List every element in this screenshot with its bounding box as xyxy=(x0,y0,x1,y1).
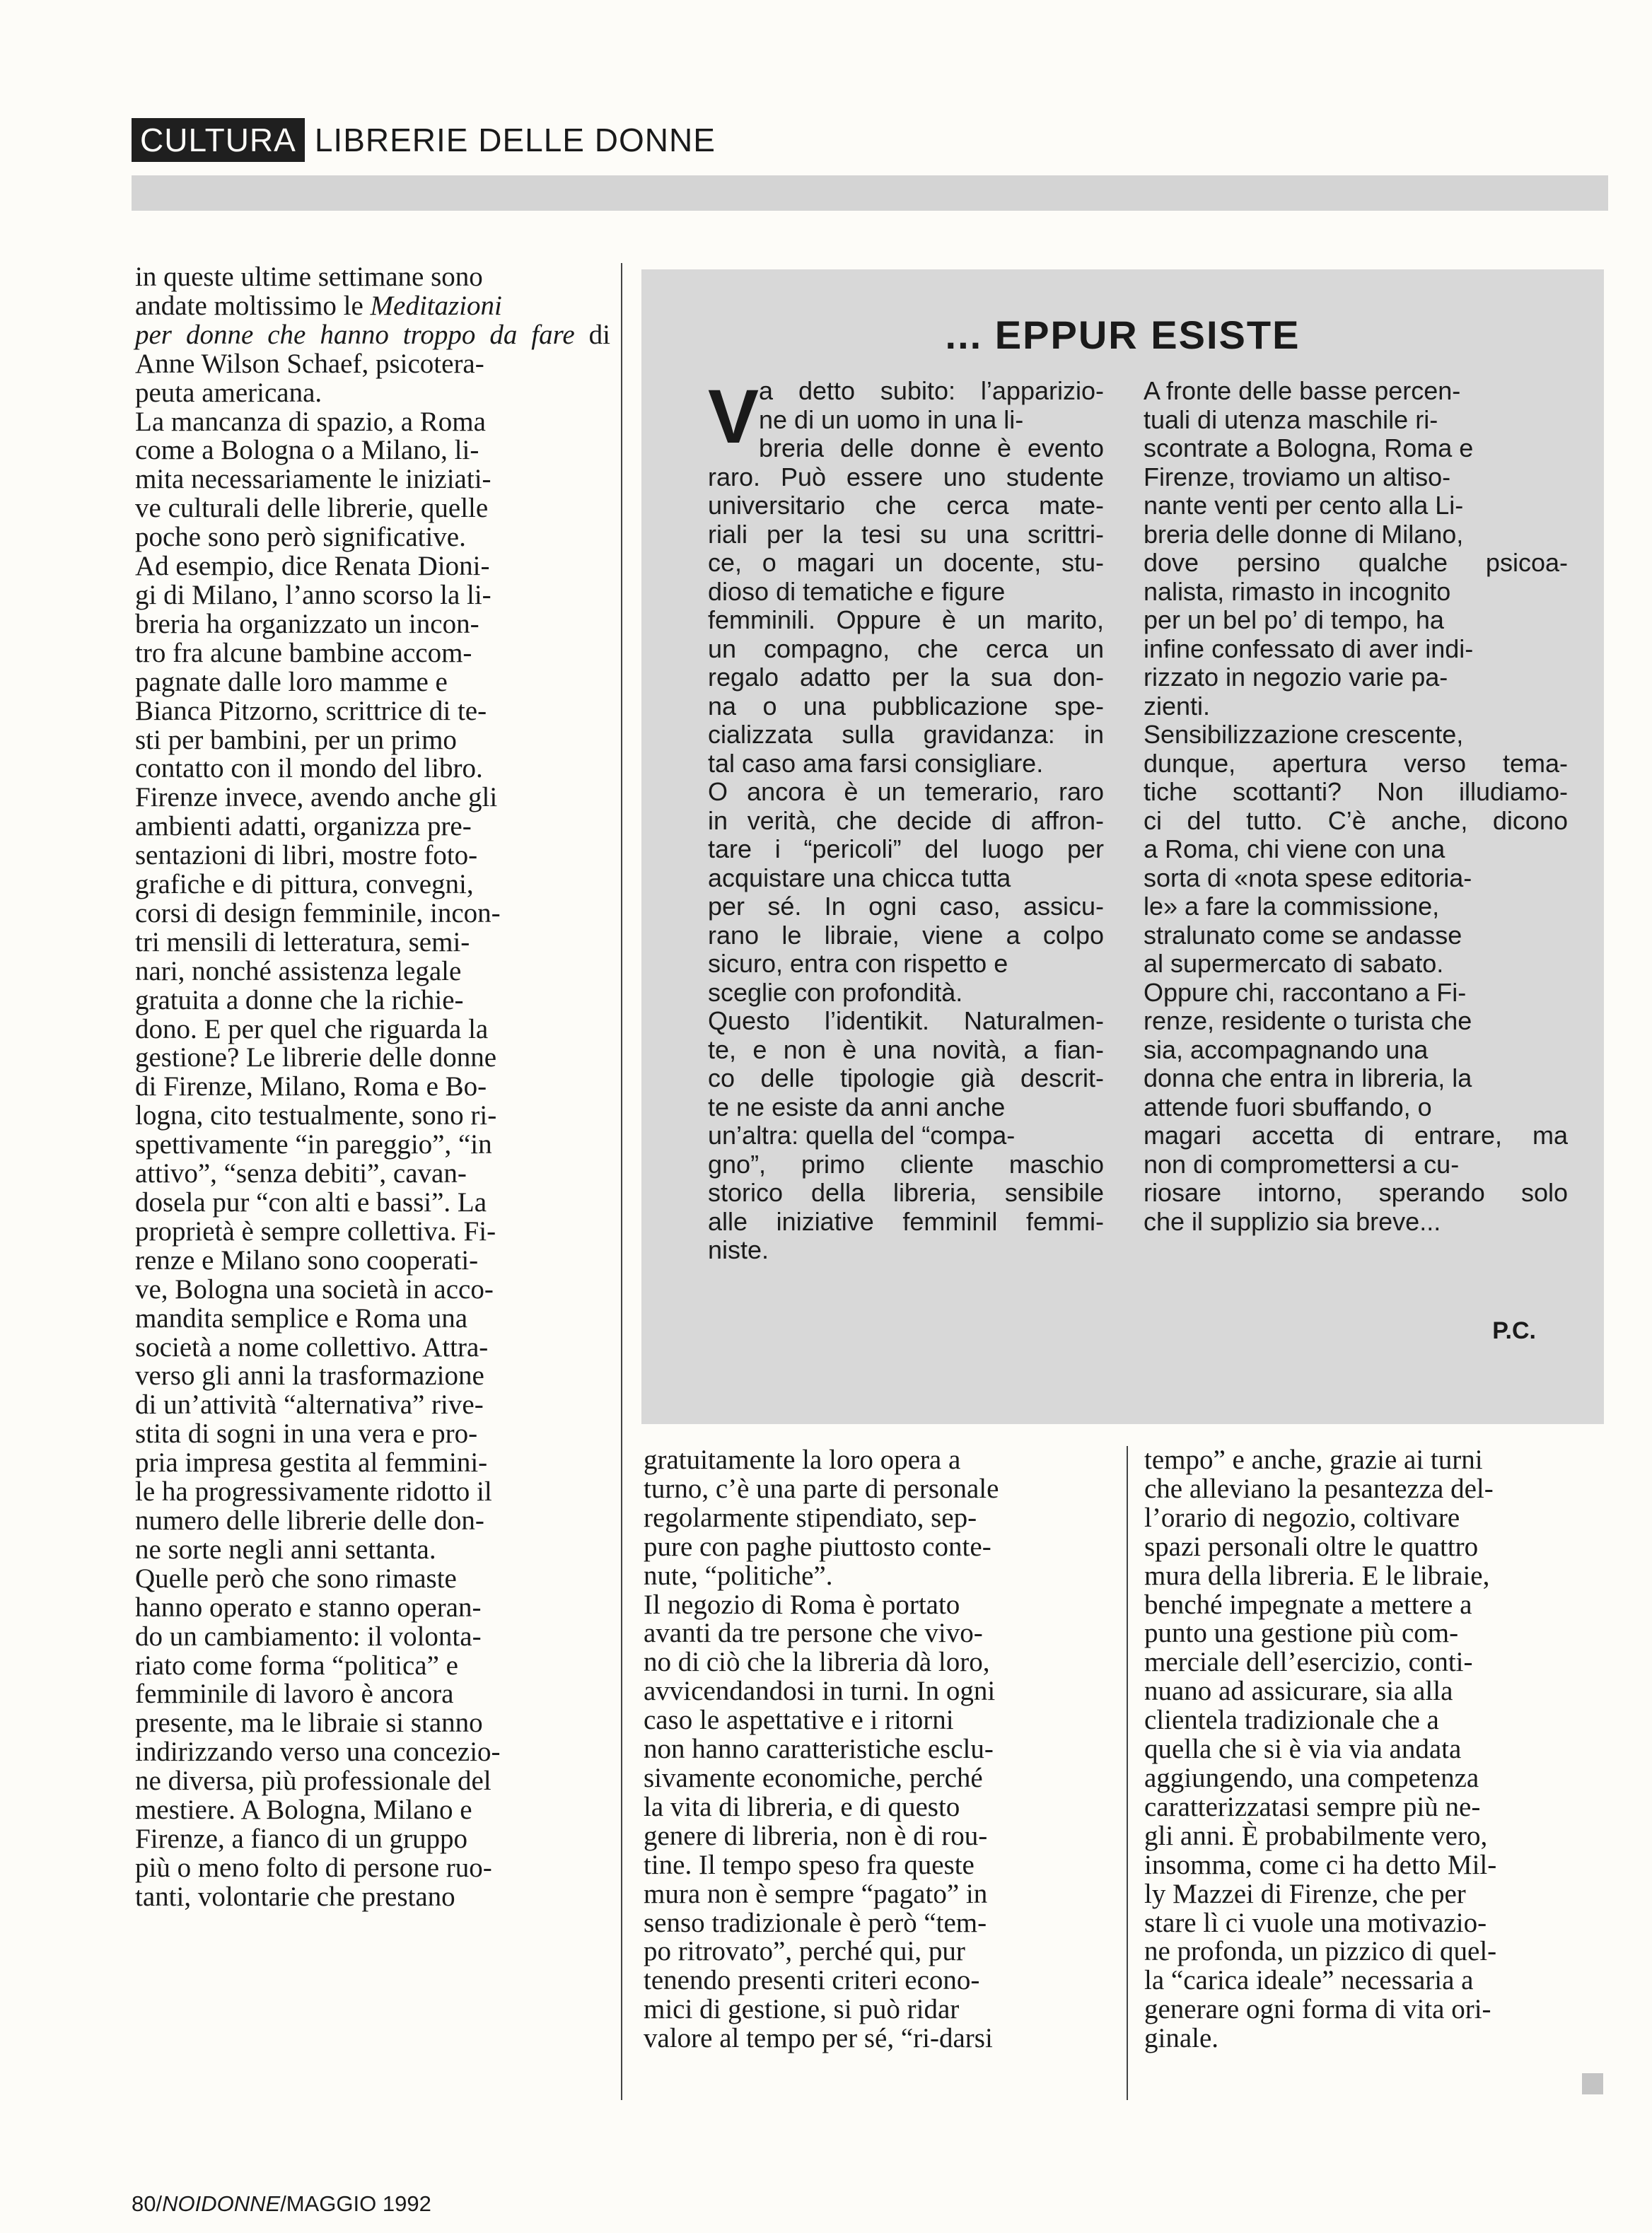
text-line: riosare intorno, sperando solo xyxy=(1144,1178,1568,1207)
text-line: dosela pur “con alti e bassi”. La xyxy=(135,1187,487,1218)
text-line: gno”, primo cliente maschio xyxy=(708,1149,1104,1179)
text-line: andate moltissimo le Meditazioni xyxy=(135,290,502,321)
article-column-2 xyxy=(644,1446,1117,2053)
text-line: po ritrovato”, perché qui, pur xyxy=(644,1936,965,1967)
text-line: spazi personali oltre le quattro xyxy=(1144,1531,1479,1562)
text-line: acquistare una chicca tutta xyxy=(708,863,1011,892)
text-line: tuali di utenza maschile ri- xyxy=(1144,404,1438,434)
text-line: Quelle però che sono rimaste xyxy=(135,1563,457,1594)
text-line: quella che si è via via andata xyxy=(1144,1734,1462,1765)
text-line: grafiche e di pittura, convegni, xyxy=(135,869,474,900)
text-line: la “carica ideale” necessaria a xyxy=(1144,1965,1474,1996)
text-line: Il negozio di Roma è portato xyxy=(644,1589,960,1620)
magazine-name: NOIDONNE xyxy=(162,2191,281,2216)
text-line: renze e Milano sono cooperati- xyxy=(135,1244,479,1276)
text-line: logna, cito testualmente, sono ri- xyxy=(135,1100,497,1131)
text-line: attivo”, “senza debiti”, cavan- xyxy=(135,1158,467,1189)
text-line: società a nome collettivo. Attra- xyxy=(135,1331,489,1363)
text-line: cializzata sulla gravidanza: in xyxy=(708,720,1104,749)
text-line: turno, c’è una parte di personale xyxy=(644,1473,999,1504)
text-line: benché impegnate a mettere a xyxy=(1144,1589,1472,1620)
text-line: raro. Può essere uno studente xyxy=(708,462,1104,491)
text-line: indirizzando verso una concezio- xyxy=(135,1737,501,1768)
text-line: storico della libreria, sensibile xyxy=(708,1178,1104,1207)
end-mark xyxy=(1582,2073,1603,2094)
text-line: O ancora è un temerario, raro xyxy=(708,777,1104,806)
article-column-3 xyxy=(1144,1446,1611,2053)
text-line: sia, accompagnando una xyxy=(1144,1034,1429,1064)
header-band xyxy=(132,175,1608,211)
text-line: hanno operato e stanno operan- xyxy=(135,1592,482,1623)
text-line: ginale. xyxy=(1144,2023,1219,2054)
text-line: che alleviano la pesantezza del- xyxy=(1144,1473,1494,1504)
text-line: Sensibilizzazione crescente, xyxy=(1144,720,1464,749)
text-line: mestiere. A Bologna, Milano e xyxy=(135,1795,472,1826)
text-line: riali per la tesi su una scrittri- xyxy=(708,519,1104,549)
text-line: nante venti per cento alla Li- xyxy=(1144,491,1464,520)
article-column-1 xyxy=(135,263,610,1912)
text-line: stita di sogni in una vera e pro- xyxy=(135,1418,478,1450)
text-line: breria ha organizzato un incon- xyxy=(135,608,479,639)
text-line: ve, Bologna una società in acco- xyxy=(135,1273,494,1305)
text-line: generare ogni forma di vita ori- xyxy=(1144,1994,1491,2025)
text-line: tenendo presenti criteri econo- xyxy=(644,1965,980,1996)
text-line: no di ciò che la libreria dà loro, xyxy=(644,1647,990,1678)
text-line: breria delle donne di Milano, xyxy=(1144,519,1464,549)
text-line: le ha progressivamente ridotto il xyxy=(135,1476,492,1508)
text-line: infine confessato di aver indi- xyxy=(1144,634,1474,663)
text-line: ne diversa, più professionale del xyxy=(135,1766,491,1797)
issue-date: /MAGGIO 1992 xyxy=(280,2191,431,2216)
text-line: ly Mazzei di Firenze, che per xyxy=(1144,1878,1466,1909)
page-footer xyxy=(132,2191,431,2217)
text-line: clientela tradizionale che a xyxy=(1144,1705,1439,1736)
sidebar-title: ... EPPUR ESISTE xyxy=(945,313,1301,357)
text-line: un compagno, che cerca un xyxy=(708,634,1104,663)
text-line: A fronte delle basse percen- xyxy=(1144,376,1461,405)
text-line: gi di Milano, l’anno scorso la li- xyxy=(135,579,491,610)
text-line: do un cambiamento: il volonta- xyxy=(135,1621,482,1652)
text-line: sivamente economiche, perché xyxy=(644,1762,983,1793)
text-line: genere di libreria, non è di rou- xyxy=(644,1820,988,1851)
text-line: breria delle donne è evento xyxy=(759,433,1104,462)
text-line: presente, ma le libraie si stanno xyxy=(135,1708,483,1739)
text-line: ne di un uomo in una li- xyxy=(759,404,1024,434)
column-rule-2 xyxy=(1127,1446,1128,2100)
text-line: numero delle librerie delle don- xyxy=(135,1505,484,1536)
text-line: sorta di «nota spese editoria- xyxy=(1144,863,1472,892)
text-line: più o meno folto di persone ruo- xyxy=(135,1852,492,1883)
text-line: in verità, che decide di affron- xyxy=(708,805,1104,835)
text-line: stralunato come se andasse xyxy=(1144,920,1462,950)
text-line: Oppure chi, raccontano a Fi- xyxy=(1144,977,1467,1007)
text-line: aggiungendo, una competenza xyxy=(1144,1762,1479,1793)
text-line: caratterizzatasi sempre più ne- xyxy=(1144,1791,1481,1822)
text-line: femminile di lavoro è ancora xyxy=(135,1679,454,1710)
text-line: senso tradizionale è però “tem- xyxy=(644,1907,987,1938)
text-line: ne sorte negli anni settanta. xyxy=(135,1534,436,1565)
text-line: dove persino qualche psicoa- xyxy=(1144,548,1568,577)
text-line: peuta americana. xyxy=(135,377,322,408)
section-tag: CULTURA xyxy=(132,118,305,162)
text-line: riato come forma “politica” e xyxy=(135,1650,458,1681)
text-line: scontrate a Bologna, Roma e xyxy=(1144,433,1474,462)
text-line: renze, residente o turista che xyxy=(1144,1006,1472,1035)
text-line: ci del tutto. C’è anche, dicono xyxy=(1144,805,1568,835)
text-line: poche sono però significative. xyxy=(135,522,466,553)
text-line: nuano ad assicurare, sia alla xyxy=(1144,1676,1453,1707)
text-line: rizzato in negozio varie pa- xyxy=(1144,663,1448,692)
text-line: valore al tempo per sé, “ri-darsi xyxy=(644,2023,993,2054)
text-line: mura non è sempre “pagato” in xyxy=(644,1878,988,1909)
text-line: zienti. xyxy=(1144,691,1211,721)
text-line: magari accetta di entrare, ma xyxy=(1144,1121,1568,1150)
text-line: al supermercato di sabato. xyxy=(1144,949,1444,978)
text-line: Bianca Pitzorno, scrittrice di te- xyxy=(135,695,487,726)
text-line: ce, o magari un docente, stu- xyxy=(708,548,1104,577)
sidebar-signature: P.C. xyxy=(1492,1317,1536,1344)
text-line: a detto subito: l’apparizio- xyxy=(759,376,1104,405)
drop-cap: V xyxy=(708,373,760,459)
text-line: dono. E per quel che riguarda la xyxy=(135,1013,489,1044)
text-line: che il supplizio sia breve... xyxy=(1144,1206,1441,1236)
page-number: 80/ xyxy=(132,2191,163,2216)
column-rule-1 xyxy=(621,263,622,2100)
text-line: mandita semplice e Roma una xyxy=(135,1302,468,1334)
text-line: non di compromettersi a cu- xyxy=(1144,1149,1460,1179)
text-line: le» a fare la commissione, xyxy=(1144,892,1440,921)
text-line: niste. xyxy=(708,1235,769,1264)
text-line: co delle tipologie già descrit- xyxy=(708,1063,1104,1092)
text-line: ambienti adatti, organizza pre- xyxy=(135,811,472,842)
text-line: per sé. In ogni caso, assicu- xyxy=(708,892,1104,921)
text-line: alle iniziative femminil femmi- xyxy=(708,1206,1104,1236)
text-line: a Roma, chi viene con una xyxy=(1144,834,1446,863)
text-line: tanti, volontarie che prestano xyxy=(135,1881,455,1912)
sidebar-box xyxy=(641,269,1604,1424)
text-line: corsi di design femminile, incon- xyxy=(135,897,501,928)
text-line: nari, nonché assistenza legale xyxy=(135,955,462,986)
sidebar-column-2 xyxy=(1144,377,1568,1236)
text-line: mita necessariamente le iniziati- xyxy=(135,464,491,495)
text-line: femminili. Oppure è un marito, xyxy=(708,605,1104,634)
text-line: contatto con il mondo del libro. xyxy=(135,753,483,784)
text-line: tare i “pericoli” del luogo per xyxy=(708,834,1104,863)
text-line: sicuro, entra con rispetto e xyxy=(708,949,1008,978)
text-line: Ad esempio, dice Renata Dioni- xyxy=(135,551,490,582)
text-line: tiche scottanti? Non illudiamo- xyxy=(1144,777,1568,806)
text-line: come a Bologna o a Milano, li- xyxy=(135,435,479,466)
text-line: caso le aspettative e i ritorni xyxy=(644,1705,954,1736)
text-line: tempo” e anche, grazie ai turni xyxy=(1144,1445,1483,1475)
text-line: merciale dell’esercizio, conti- xyxy=(1144,1647,1473,1678)
text-line: tal caso ama farsi consigliare. xyxy=(708,748,1044,778)
text-line: attende fuori sbuffando, o xyxy=(1144,1092,1432,1121)
section-title: LIBRERIE DELLE DONNE xyxy=(314,122,716,158)
text-line: Questo l’identikit. Naturalmen- xyxy=(708,1006,1104,1035)
text-line: sceglie con profondità. xyxy=(708,977,963,1007)
text-line: gestione? Le librerie delle donne xyxy=(135,1042,497,1073)
text-line: rano le libraie, viene a colpo xyxy=(708,920,1104,950)
text-line: dioso di tematiche e figure xyxy=(708,576,1006,606)
text-line: di Firenze, Milano, Roma e Bo- xyxy=(135,1071,487,1102)
text-line: dunque, apertura verso tema- xyxy=(1144,748,1568,778)
text-line: Firenze invece, avendo anche gli xyxy=(135,782,498,813)
text-line: donna che entra in libreria, la xyxy=(1144,1063,1472,1092)
text-line: punto una gestione più com- xyxy=(1144,1618,1459,1649)
text-line: na o una pubblicazione spe- xyxy=(708,691,1104,721)
text-line: mura della libreria. E le libraie, xyxy=(1144,1560,1490,1591)
text-line: pure con paghe piuttosto conte- xyxy=(644,1531,991,1562)
text-line: avanti da tre persone che vivo- xyxy=(644,1618,983,1649)
text-line: pagnate dalle loro mamme e xyxy=(135,666,448,697)
text-line: per donne che hanno troppo da fare di xyxy=(135,319,610,350)
text-line: nute, “politiche”. xyxy=(644,1560,833,1591)
text-line: la vita di libreria, e di questo xyxy=(644,1791,960,1822)
text-line: Anne Wilson Schaef, psicotera- xyxy=(135,348,484,379)
text-line: te ne esiste da anni anche xyxy=(708,1092,1006,1121)
text-line: universitario che cerca mate- xyxy=(708,491,1104,520)
text-line: in queste ultime settimane sono xyxy=(135,262,483,292)
text-line: Firenze, a fianco di un gruppo xyxy=(135,1823,468,1854)
text-line: ve culturali delle librerie, quelle xyxy=(135,493,489,524)
text-line: gratuitamente la loro opera a xyxy=(644,1445,961,1475)
text-line: verso gli anni la trasformazione xyxy=(135,1360,484,1392)
text-line: di un’attività “alternativa” rive- xyxy=(135,1389,484,1421)
text-line: non hanno caratteristiche esclu- xyxy=(644,1734,994,1765)
text-line: nalista, rimasto in incognito xyxy=(1144,576,1451,606)
text-line: gli anni. È probabilmente vero, xyxy=(1144,1820,1488,1851)
text-line: spettivamente “in pareggio”, “in xyxy=(135,1129,492,1160)
text-line: tro fra alcune bambine accom- xyxy=(135,637,472,668)
text-line: tine. Il tempo speso fra queste xyxy=(644,1849,975,1880)
text-line: avvicendandosi in turni. In ogni xyxy=(644,1676,996,1707)
sidebar-column-1 xyxy=(708,373,1104,1265)
text-line: proprietà è sempre collettiva. Fi- xyxy=(135,1215,496,1247)
text-line: l’orario di negozio, coltivare xyxy=(1144,1502,1460,1533)
text-line: regalo adatto per la sua don- xyxy=(708,663,1104,692)
text-line: sti per bambini, per un primo xyxy=(135,724,457,755)
text-line: mici di gestione, si può ridar xyxy=(644,1994,960,2025)
text-line: sentazioni di libri, mostre foto- xyxy=(135,840,478,871)
text-line: ne profonda, un pizzico di quel- xyxy=(1144,1936,1497,1967)
text-line: per un bel po’ di tempo, ha xyxy=(1144,605,1444,634)
text-line: tri mensili di letteratura, semi- xyxy=(135,926,470,957)
text-line: gratuita a donne che la richie- xyxy=(135,984,464,1015)
text-line: pria impresa gestita al femmini- xyxy=(135,1447,488,1479)
text-line: un’altra: quella del “compa- xyxy=(708,1121,1016,1150)
text-line: te, e non è una novità, a fian- xyxy=(708,1034,1104,1064)
text-line: Firenze, troviamo un altiso- xyxy=(1144,462,1451,491)
text-line: La mancanza di spazio, a Roma xyxy=(135,406,486,437)
text-line: regolarmente stipendiato, sep- xyxy=(644,1502,977,1533)
text-line: insomma, come ci ha detto Mil- xyxy=(1144,1849,1497,1880)
text-line: stare lì ci vuole una motivazio- xyxy=(1144,1907,1487,1938)
section-header xyxy=(132,117,716,163)
